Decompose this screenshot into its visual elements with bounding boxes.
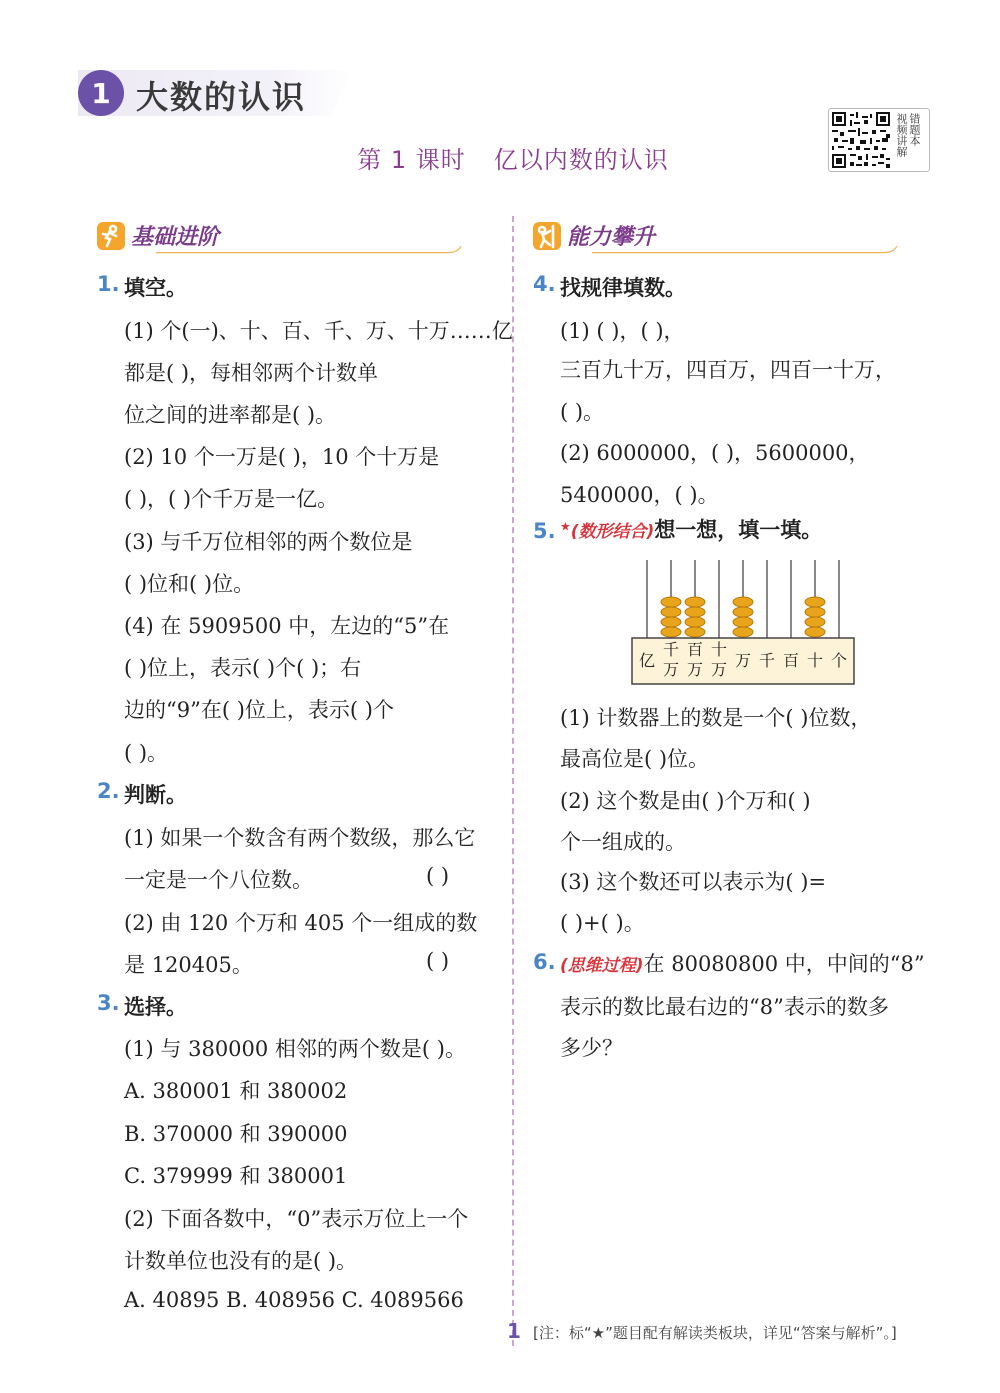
- abacus-illustration: [630, 558, 856, 686]
- chapter-title: 大数的认识: [136, 78, 307, 116]
- text-line: 是 120405。: [124, 953, 253, 977]
- abacus-bead: [661, 617, 681, 627]
- running-figure-icon: [97, 222, 125, 250]
- question-tag: (数形结合): [570, 522, 655, 542]
- option-b: B. 370000 和 390000: [124, 1122, 348, 1146]
- text-line: (1) ( )，( )，: [560, 319, 685, 343]
- climbing-figure-icon: [533, 222, 561, 250]
- section-header-advanced: [533, 218, 933, 254]
- text-line: 表示的数比最右边的“8”表示的数多: [560, 995, 889, 1019]
- abacus-place-label: 个: [830, 651, 848, 670]
- abacus-place-label: 百: [782, 651, 800, 670]
- abacus-place-label: 万: [734, 651, 752, 670]
- question-number: 2.: [97, 779, 120, 803]
- text-line: ( )。: [124, 741, 169, 765]
- question-number: 6.: [533, 950, 556, 974]
- text-line: (1) 如果一个数含有两个数级，那么它: [124, 826, 476, 850]
- question-title: 想一想，填一填。: [654, 518, 823, 542]
- question-title: 找规律填数。: [560, 276, 686, 300]
- abacus-bead: [733, 627, 753, 637]
- section-title-basic: 基础进阶: [131, 225, 220, 250]
- footnote: [注：标“★”题目配有解读类板块，详见“答案与解析”。]: [533, 1324, 897, 1342]
- section-title-advanced: 能力攀升: [567, 225, 656, 250]
- page-number: 1: [507, 1319, 521, 1343]
- answer-bracket[interactable]: ( ): [426, 949, 450, 973]
- text-line: (4) 在 5909500 中，左边的“5”在: [124, 614, 450, 638]
- abacus-place-label: 百: [686, 640, 704, 659]
- section-underline: [125, 246, 497, 256]
- answer-bracket[interactable]: ( ): [426, 864, 450, 888]
- text-line: (1) 计数器上的数是一个( )位数，: [560, 706, 872, 730]
- abacus-place-label: 万: [710, 660, 728, 679]
- abacus-bead: [733, 617, 753, 627]
- text-line: (1) 与 380000 相邻的两个数是( )。: [124, 1037, 466, 1061]
- abacus-place-label: 千: [662, 640, 680, 659]
- text-line: ( )。: [560, 400, 605, 424]
- abacus-bead: [685, 597, 705, 607]
- qr-label: [895, 113, 925, 157]
- abacus-bead: [685, 607, 705, 617]
- abacus-place-label: 亿: [638, 651, 656, 670]
- abacus-bead: [805, 607, 825, 617]
- text-line: 位之间的进率都是( )。: [124, 403, 337, 427]
- text-line: 5400000，( )。: [560, 483, 719, 507]
- abacus-place-label: 十: [710, 640, 728, 659]
- question-header: [560, 514, 822, 544]
- abacus-bead: [661, 607, 681, 617]
- text-line: ( )位上，表示( )个( )；右: [124, 656, 362, 680]
- text-line: (2) 6000000，( )，5600000，: [560, 441, 870, 465]
- text-line: (3) 这个数还可以表示为( )=: [560, 870, 827, 894]
- abacus-bead: [733, 597, 753, 607]
- abacus-bead: [685, 617, 705, 627]
- text-line: ( )，( )个千万是一亿。: [124, 487, 339, 511]
- abacus-bead: [805, 627, 825, 637]
- question-title: 判断。: [124, 783, 187, 807]
- qr-code-icon[interactable]: [832, 112, 890, 168]
- qr-label-videos: 视频讲解: [895, 113, 908, 157]
- lesson-name: 亿以内数的认识: [493, 146, 669, 174]
- text-line: 一定是一个八位数。: [124, 868, 313, 892]
- text-line: 边的“9”在( )位上，表示( )个: [124, 698, 394, 722]
- question-number: 5.: [533, 519, 556, 543]
- column-divider: [512, 216, 514, 1346]
- lesson-number: 第 1 课时: [357, 146, 466, 174]
- text-line: 三百九十万，四百万，四百一十万，: [560, 358, 896, 382]
- question-number: 4.: [533, 272, 556, 296]
- abacus-place-label: 千: [758, 651, 776, 670]
- abacus-bead: [685, 627, 705, 637]
- section-header-basic: [97, 218, 497, 254]
- section-underline: [561, 246, 933, 256]
- question-header: [560, 948, 925, 978]
- abacus-bead: [661, 627, 681, 637]
- abacus-bead: [661, 597, 681, 607]
- option-a: A. 380001 和 380002: [124, 1079, 348, 1103]
- text-line: (2) 10 个一万是( )，10 个十万是: [124, 445, 440, 469]
- question-tag: (思维过程): [560, 956, 644, 976]
- text-line: ( )+( )。: [560, 911, 645, 935]
- abacus-place-label: 十: [806, 651, 824, 670]
- abacus-place-label: 万: [686, 660, 704, 679]
- qr-label-errors: 错题本: [908, 113, 921, 146]
- chapter-number-badge: 1: [78, 70, 124, 116]
- text-line: ( )位和( )位。: [124, 572, 255, 596]
- text-line: (1) 个(一)、十、百、千、万、十万……亿: [124, 319, 513, 343]
- question-number: 1.: [97, 272, 120, 296]
- text-line: (2) 下面各数中，“0”表示万位上一个: [124, 1207, 469, 1231]
- options-row: A. 40895 B. 408956 C. 4089566: [124, 1288, 464, 1312]
- text-line: 最高位是( )位。: [560, 747, 710, 771]
- abacus-bead: [805, 597, 825, 607]
- abacus-place-label: 万: [662, 660, 680, 679]
- text-line: 个一组成的。: [560, 830, 686, 854]
- text-line: 在 80080800 中，中间的“8”: [643, 952, 925, 976]
- text-line: 多少？: [560, 1036, 623, 1060]
- question-number: 3.: [97, 991, 120, 1015]
- abacus-bead: [733, 607, 753, 617]
- text-line: 都是( )，每相邻两个计数单: [124, 361, 379, 385]
- abacus-bead: [805, 617, 825, 627]
- text-line: 计数单位也没有的是( )。: [124, 1249, 358, 1273]
- option-c: C. 379999 和 380001: [124, 1164, 348, 1188]
- text-line: (3) 与千万位相邻的两个数位是: [124, 530, 413, 554]
- text-line: (2) 由 120 个万和 405 个一组成的数: [124, 911, 478, 935]
- star-icon: ★: [560, 519, 571, 534]
- text-line: (2) 这个数是由( )个万和( ): [560, 789, 811, 813]
- question-title: 填空。: [124, 276, 187, 300]
- question-title: 选择。: [124, 995, 187, 1019]
